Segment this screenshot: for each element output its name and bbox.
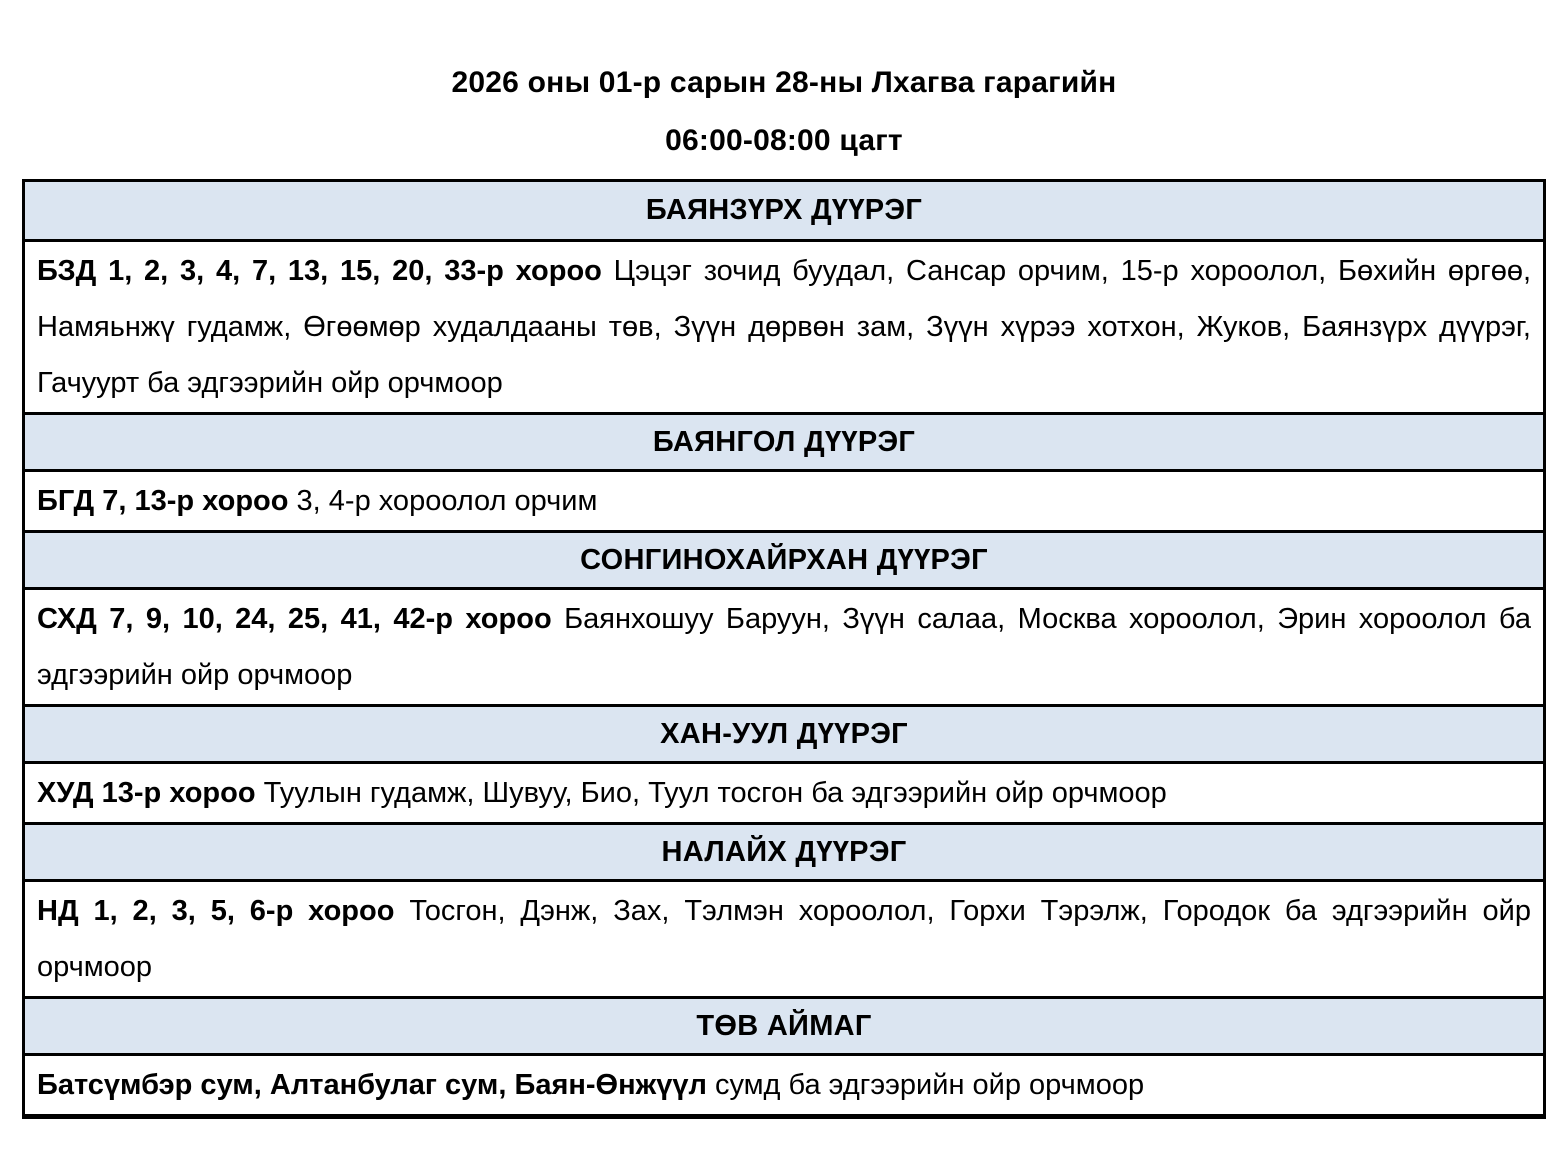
section-tuv-aimag (25, 996, 1543, 1114)
section-body (25, 469, 1543, 530)
area-codes: НД 1, 2, 3, 5, 6-р хороо (37, 895, 395, 927)
section-header: БАЯНЗҮРХ ДҮҮРЭГ (25, 182, 1543, 239)
section-body (25, 879, 1543, 996)
area-codes: Батсүмбэр сум, Алтанбулаг сум, Баян-Өнжүүл (37, 1069, 707, 1101)
section-bayangol (25, 412, 1543, 530)
area-codes: СХД 7, 9, 10, 24, 25, 41, 42-р хороо (37, 603, 552, 635)
section-nalaikh (25, 822, 1543, 996)
outage-schedule-table (22, 179, 1546, 1119)
section-khan-uul (25, 704, 1543, 822)
area-list: сумд ба эдгээрийн ойр орчмоор (714, 1069, 1145, 1101)
section-body (25, 761, 1543, 822)
section-header: НАЛАЙХ ДҮҮРЭГ (25, 822, 1543, 879)
section-songinokhairkhan (25, 530, 1543, 704)
area-list: Тосгон, Дэнж, Зах, Тэлмэн хороолол, Горхи Тэрэлж, Городок ба эдгээрийн ойр орчмоор (37, 895, 1531, 983)
area-codes: БЗД 1, 2, 3, 4, 7, 13, 15, 20, 33-р хороо (37, 255, 602, 287)
page-title: 2026 оны 01-р сарын 28-ны Лхагва гарагийн (451, 66, 1117, 99)
section-bayanzurkh (25, 182, 1543, 412)
section-body (25, 587, 1543, 704)
area-codes: ХУД 13-р хороо (37, 777, 256, 809)
section-header: СОНГИНОХАЙРХАН ДҮҮРЭГ (25, 530, 1543, 587)
document-title-block (0, 0, 1568, 170)
area-list: Туулын гудамж, Шувуу, Био, Туул тосгон ба эдгээрийн ойр орчмоор (263, 777, 1167, 809)
section-body (25, 1053, 1543, 1114)
area-list: 3, 4-р хороолол орчим (296, 485, 598, 517)
area-codes: БГД 7, 13-р хороо (37, 485, 289, 517)
area-list: Цэцэг зочид буудал, Сансар орчим, 15-р хороолол, Бөхийн өргөө, Намяьнжү гудамж, Өгөөмөр худалдааны төв, Зүүн дөрвөн зам, Зүүн хүрээ хотхон, Жуков, Баянзүрх дүүрэг, Гачуурт ба эдгээрийн ойр орчмоор (37, 255, 1532, 399)
section-header: ХАН-УУЛ ДҮҮРЭГ (25, 704, 1543, 761)
page-subtitle-time: 06:00-08:00 цагт (665, 124, 903, 157)
area-list: Баянхошуу Баруун, Зүүн салаа, Москва хороолол, Эрин хороолол ба эдгээрийн ойр орчмоор (37, 603, 1531, 691)
section-header: ТӨВ АЙМАГ (25, 996, 1543, 1053)
section-header: БАЯНГОЛ ДҮҮРЭГ (25, 412, 1543, 469)
section-body (25, 239, 1543, 412)
